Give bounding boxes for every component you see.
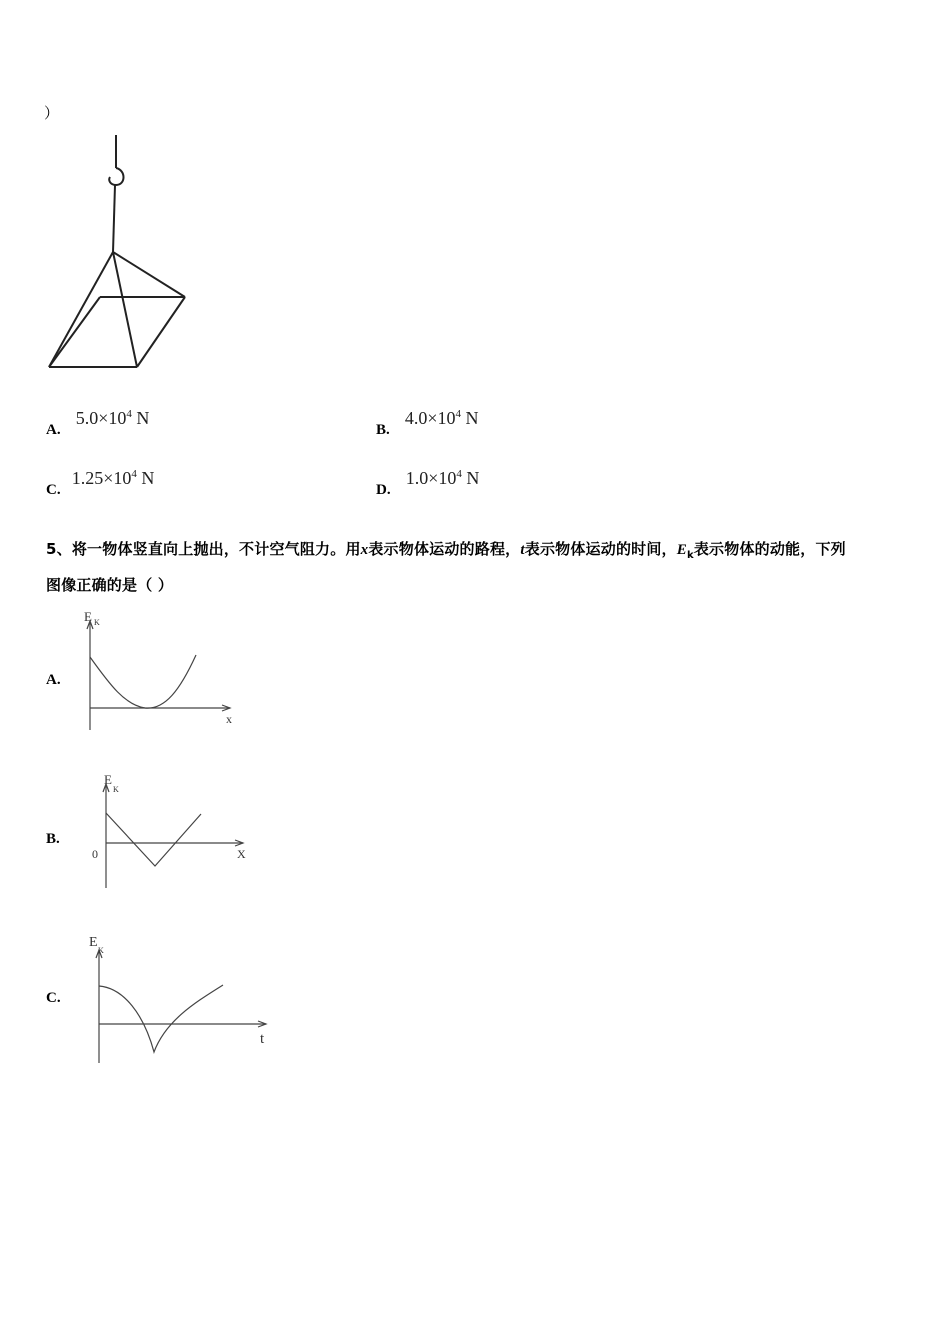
q5-option-c-label[interactable]: C. [46, 990, 61, 1006]
x-axis-label: t [260, 1031, 265, 1047]
y-axis-subscript: K [94, 618, 100, 627]
q5-option-b-graph[interactable] [88, 770, 258, 895]
question-5-line-1: 5、将一物体竖直向上抛出，不计空气阻力。用x表示物体运动的路程，t表示物体运动的时间，$E_k$表示物体的动能，下列 [46, 540, 846, 561]
option-d[interactable] [376, 468, 480, 499]
option-value: $1.25\times 10^4$ N [71, 468, 155, 488]
question-5-line-2: 图像正确的是（ ） [46, 576, 174, 594]
origin-label: 0 [92, 847, 98, 861]
y-axis-subscript: K [113, 785, 119, 794]
option-b[interactable] [376, 408, 479, 439]
option-value: $1.0\times 10^4$ N [405, 468, 480, 488]
option-a[interactable] [46, 408, 150, 439]
option-value: $5.0\times 10^4$ N [75, 408, 150, 428]
y-axis-label: E [104, 772, 112, 787]
hanging-pyramid-figure [40, 130, 200, 380]
q5-option-c-graph[interactable] [86, 930, 276, 1070]
x-axis-label: x [226, 712, 232, 726]
q5-option-a-label[interactable]: A. [46, 672, 61, 688]
x-axis-label: X [237, 847, 246, 861]
option-label: D. [376, 482, 391, 498]
option-label: C. [46, 482, 61, 498]
option-value: $4.0\times 10^4$ N [404, 408, 479, 428]
y-axis-subscript: K [98, 946, 104, 955]
option-label: A. [46, 422, 61, 438]
option-c[interactable] [46, 468, 155, 499]
option-label: B. [376, 422, 390, 438]
q5-option-a-graph[interactable] [80, 605, 250, 740]
closing-paren: ） [44, 104, 60, 122]
y-axis-label: E [89, 935, 98, 950]
q5-option-b-label[interactable]: B. [46, 831, 60, 847]
y-axis-label: E [84, 609, 92, 624]
